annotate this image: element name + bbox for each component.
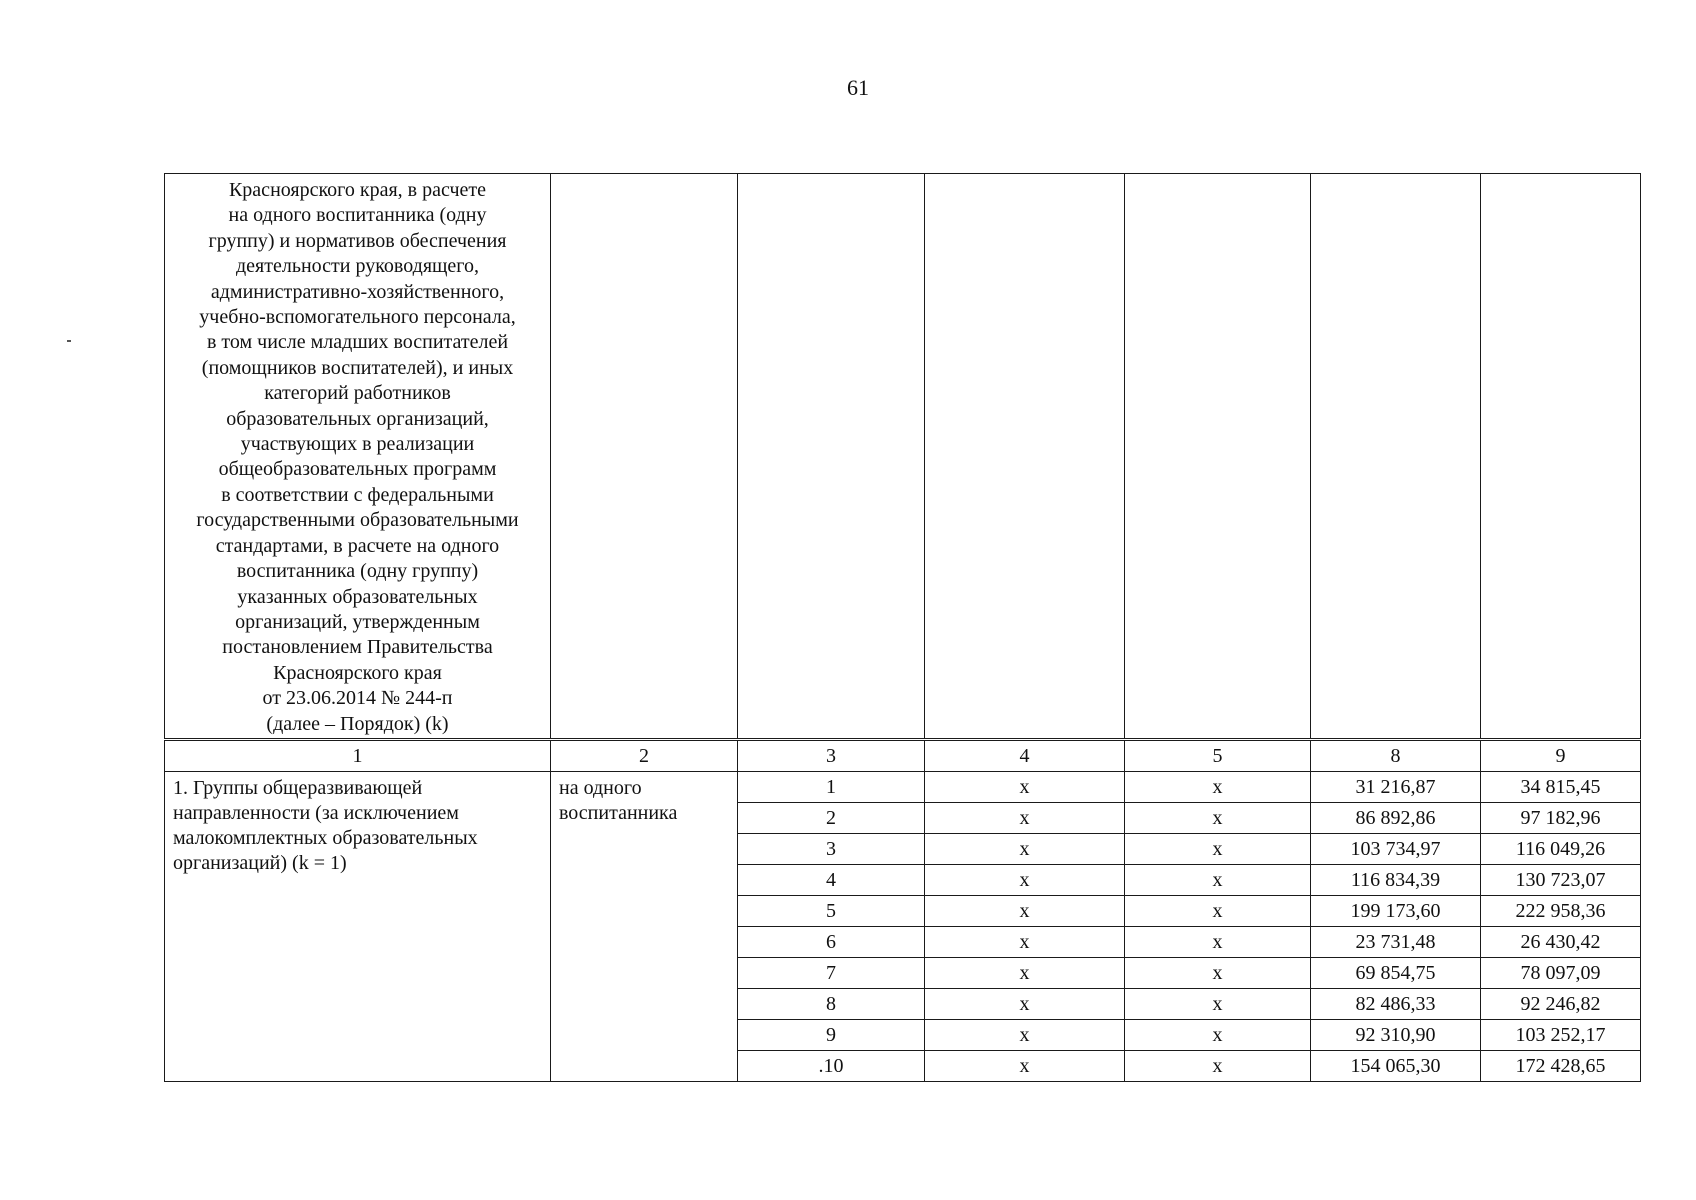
header-cell-empty xyxy=(1481,174,1641,740)
col9-value-cell: 172 428,65 xyxy=(1481,1051,1641,1082)
col4-cell: x xyxy=(925,1020,1125,1051)
column-number-cell: 4 xyxy=(925,740,1125,772)
group-index-cell: 7 xyxy=(738,958,925,989)
column-number-cell: 9 xyxy=(1481,740,1641,772)
column-number-cell: 3 xyxy=(738,740,925,772)
col8-value-cell: 103 734,97 xyxy=(1311,834,1481,865)
col9-value-cell: 103 252,17 xyxy=(1481,1020,1641,1051)
col8-value-cell: 69 854,75 xyxy=(1311,958,1481,989)
col4-cell: x xyxy=(925,896,1125,927)
col4-cell: x xyxy=(925,772,1125,803)
scan-artifact-mark xyxy=(67,340,71,342)
col5-cell: x xyxy=(1125,958,1311,989)
col5-cell: x xyxy=(1125,927,1311,958)
page-number: 61 xyxy=(847,75,869,100)
col5-cell: x xyxy=(1125,865,1311,896)
group-index-cell: 6 xyxy=(738,927,925,958)
col8-value-cell: 23 731,48 xyxy=(1311,927,1481,958)
col8-value-cell: 86 892,86 xyxy=(1311,803,1481,834)
header-cell-empty xyxy=(551,174,738,740)
col5-cell: x xyxy=(1125,989,1311,1020)
norms-table xyxy=(164,173,1641,1082)
group-name-cell: 1. Группы общеразвивающей направленности (за исключением малокомплектных образовательных организаций) (k = 1) xyxy=(165,772,551,1082)
table-row xyxy=(165,772,1641,803)
group-index-cell: 5 xyxy=(738,896,925,927)
col8-value-cell: 154 065,30 xyxy=(1311,1051,1481,1082)
col8-value-cell: 199 173,60 xyxy=(1311,896,1481,927)
col9-value-cell: 34 815,45 xyxy=(1481,772,1641,803)
col5-cell: x xyxy=(1125,896,1311,927)
col5-cell: x xyxy=(1125,1051,1311,1082)
col4-cell: x xyxy=(925,927,1125,958)
col9-value-cell: 92 246,82 xyxy=(1481,989,1641,1020)
header-continuation-text: Красноярского края, в расчете на одного воспитанника (одну группу) и нормативов обеспечения деятельности руководящего, административно-хозяйственного, учебно-вспомогательного персонала, в том числе младших воспитателей (помощников воспитателей), и иных категорий работников образовательных организаций, участвующих в реализации общеобразовательных программ в соответствии с федеральными государственными образовательными стандартами, в расчете на одного воспитанника (одну группу) указанных образовательных организаций, утвержденным постановлением Правительства Красноярского края от 23.06.2014 № 244-п (далее – Порядок) (k) xyxy=(165,174,551,740)
header-cell-empty xyxy=(1311,174,1481,740)
header-cell-empty xyxy=(1125,174,1311,740)
col5-cell: x xyxy=(1125,1020,1311,1051)
unit-cell: на одного воспитанника xyxy=(551,772,738,1082)
group-index-cell: 4 xyxy=(738,865,925,896)
col8-value-cell: 31 216,87 xyxy=(1311,772,1481,803)
col4-cell: x xyxy=(925,1051,1125,1082)
column-number-cell: 1 xyxy=(165,740,551,772)
column-number-cell: 2 xyxy=(551,740,738,772)
col8-value-cell: 92 310,90 xyxy=(1311,1020,1481,1051)
col4-cell: x xyxy=(925,865,1125,896)
col9-value-cell: 222 958,36 xyxy=(1481,896,1641,927)
group-index-cell: 1 xyxy=(738,772,925,803)
group-index-cell: 9 xyxy=(738,1020,925,1051)
header-cell-empty xyxy=(925,174,1125,740)
col9-value-cell: 116 049,26 xyxy=(1481,834,1641,865)
col9-value-cell: 26 430,42 xyxy=(1481,927,1641,958)
col9-value-cell: 130 723,07 xyxy=(1481,865,1641,896)
col5-cell: x xyxy=(1125,834,1311,865)
col8-value-cell: 82 486,33 xyxy=(1311,989,1481,1020)
column-number-cell: 8 xyxy=(1311,740,1481,772)
header-continuation-row xyxy=(165,174,1641,740)
col5-cell: x xyxy=(1125,772,1311,803)
col4-cell: x xyxy=(925,834,1125,865)
col5-cell: x xyxy=(1125,803,1311,834)
col9-value-cell: 78 097,09 xyxy=(1481,958,1641,989)
group-index-cell: 2 xyxy=(738,803,925,834)
header-cell-empty xyxy=(738,174,925,740)
col4-cell: x xyxy=(925,803,1125,834)
column-number-cell: 5 xyxy=(1125,740,1311,772)
column-number-row xyxy=(165,740,1641,772)
group-index-cell: 8 xyxy=(738,989,925,1020)
col9-value-cell: 97 182,96 xyxy=(1481,803,1641,834)
col4-cell: x xyxy=(925,958,1125,989)
norms-table-sheet xyxy=(164,173,1640,1082)
group-index-cell: .10 xyxy=(738,1051,925,1082)
col8-value-cell: 116 834,39 xyxy=(1311,865,1481,896)
col4-cell: x xyxy=(925,989,1125,1020)
group-index-cell: 3 xyxy=(738,834,925,865)
